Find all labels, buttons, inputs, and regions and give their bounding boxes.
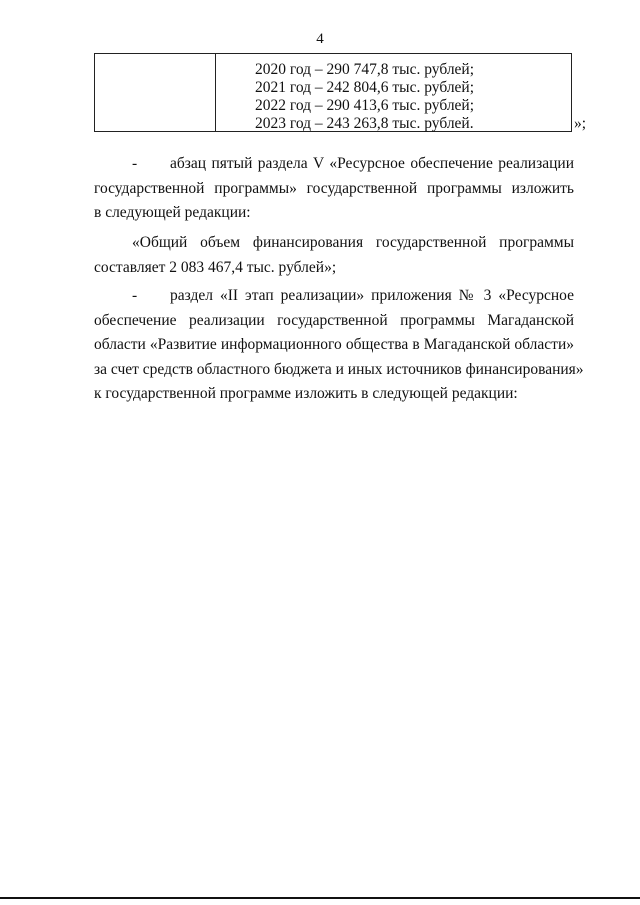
- page-number: 4: [316, 31, 324, 47]
- paragraph-line: в следующей редакции:: [94, 204, 251, 221]
- paragraph-line: составляет 2 083 467,4 тыс. рублей»;: [94, 258, 337, 276]
- page-bottom-rule: [0, 897, 640, 899]
- paragraph-line: обеспечение реализации государственной программы Магаданской: [94, 311, 574, 329]
- paragraph-appendix-3: [94, 284, 584, 407]
- table-row: 2021 год – 242 804,6 тыс. рублей;: [255, 79, 475, 96]
- paragraph-line: «Общий объем финансирования государственной программы: [132, 234, 574, 251]
- paragraph-line: - раздел «II этап реализации» приложения № 3 «Ресурсное: [94, 284, 574, 309]
- table-row: 2020 год – 290 747,8 тыс. рублей;: [255, 61, 475, 78]
- table-row: 2022 год – 290 413,6 тыс. рублей;: [255, 97, 475, 114]
- paragraph-line: - абзац пятый раздела V «Ресурсное обеспечение реализации: [94, 152, 574, 177]
- table-row: 2023 год – 243 263,8 тыс. рублей.: [255, 115, 474, 132]
- paragraph-line: государственной программы» государственной программы изложить: [94, 179, 574, 197]
- paragraph-line: области «Развитие информационного общества в Магаданской области»: [94, 336, 574, 353]
- paragraph-line: к государственной программе изложить в следующей редакции:: [94, 385, 518, 402]
- list-dash: -: [132, 287, 138, 304]
- list-dash: -: [132, 155, 138, 172]
- paragraph-section-v: [94, 152, 574, 226]
- table-right-cell: [216, 54, 571, 131]
- closing-quote: »;: [574, 115, 587, 132]
- financing-table: [94, 53, 572, 132]
- table-left-cell: [95, 54, 216, 131]
- paragraph-line: за счет средств областного бюджета и иных источников финансирования»: [94, 360, 584, 378]
- paragraph-total-financing: [94, 231, 574, 280]
